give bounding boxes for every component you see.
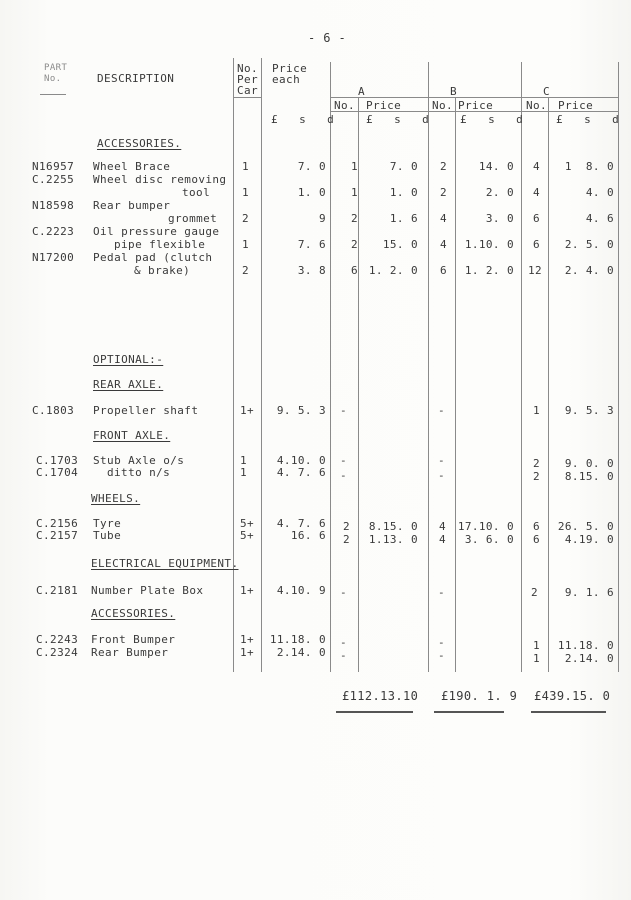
per-car: 1+ <box>240 646 255 659</box>
per-car: 1+ <box>240 633 255 646</box>
per-car: 5+ <box>240 517 255 530</box>
b-price: 1.10. 0 <box>464 238 514 251</box>
col-line-a-no <box>358 97 359 672</box>
header-part-no-1: PART <box>44 63 68 73</box>
price-each: 4. 7. 6 <box>276 517 326 530</box>
c-price: 9. 0. 0 <box>564 457 614 470</box>
part-number: C.2181 <box>36 584 79 597</box>
description: Rear bumper <box>93 199 171 212</box>
b-no: 4 <box>440 238 448 251</box>
header-c-no: No. <box>526 99 548 112</box>
header-no-per-car-3: Car <box>237 84 259 97</box>
b-price: 3. 0 <box>485 212 514 225</box>
a-price: 7. 0 <box>389 160 418 173</box>
part-number: C.2156 <box>36 517 79 530</box>
col-line-b <box>428 62 429 672</box>
c-price: 9. 5. 3 <box>564 404 614 417</box>
b-no: 4 <box>439 520 447 533</box>
header-rule-per <box>233 97 261 98</box>
c-no: 4 <box>533 186 541 199</box>
c-price: 4. 6 <box>585 212 614 225</box>
per-car: 1 <box>240 466 248 479</box>
price-each: 1. 0 <box>297 186 326 199</box>
c-price: 26. 5. 0 <box>557 520 614 533</box>
part-number: C.2324 <box>36 646 79 659</box>
section-wheels: WHEELS. <box>91 492 141 505</box>
header-no-per-car-2: Per <box>237 73 259 86</box>
header-part-no-2: No. <box>44 74 62 84</box>
b-dash: - <box>438 454 446 467</box>
part-number: C.2223 <box>32 225 75 238</box>
b-price: 17.10. 0 <box>457 520 514 533</box>
price-each: 4.10. 9 <box>276 584 326 597</box>
section-electrical: ELECTRICAL EQUIPMENT. <box>91 557 239 570</box>
header-group-a: A <box>358 85 366 98</box>
description: Rear Bumper <box>91 646 169 659</box>
c-price: 9. 1. 6 <box>564 586 614 599</box>
a-no: 1 <box>351 186 359 199</box>
c-no: 2 <box>531 586 539 599</box>
col-line-right <box>618 62 619 672</box>
header-price-each-1: Price <box>272 62 308 75</box>
c-no: 2 <box>533 457 541 470</box>
price-each: 16. 6 <box>290 529 326 542</box>
price-each: 9 <box>318 212 326 225</box>
header-description: DESCRIPTION <box>97 72 175 85</box>
c-price: 2. 4. 0 <box>564 264 614 277</box>
description: Stub Axle o/s <box>93 454 185 467</box>
part-number: N17200 <box>32 251 75 264</box>
header-rule-part <box>40 94 66 95</box>
header-c-price: Price <box>558 99 594 112</box>
a-dash: - <box>340 469 348 482</box>
per-car: 1 <box>242 160 250 173</box>
c-price: 2. 5. 0 <box>564 238 614 251</box>
b-price: 2. 0 <box>485 186 514 199</box>
header-price-each-2: each <box>272 73 301 86</box>
c-price: 8.15. 0 <box>564 470 614 483</box>
header-b-price: Price <box>458 99 494 112</box>
header-each-lsd: £ s d <box>271 113 335 126</box>
page-number: - 6 - <box>308 31 347 45</box>
header-a-price: Price <box>366 99 402 112</box>
a-price: 1.13. 0 <box>368 533 418 546</box>
a-no: 2 <box>343 520 351 533</box>
total-c: £439.15. 0 <box>534 689 611 703</box>
a-price: 1. 6 <box>389 212 418 225</box>
section-front-axle: FRONT AXLE. <box>93 429 171 442</box>
b-price: 1. 2. 0 <box>464 264 514 277</box>
c-no: 6 <box>533 238 541 251</box>
header-c-lsd: £ s d <box>556 113 620 126</box>
part-number: C.1704 <box>36 466 79 479</box>
a-price: 15. 0 <box>382 238 418 251</box>
price-each: 9. 5. 3 <box>276 404 326 417</box>
c-no: 6 <box>533 533 541 546</box>
description: Number Plate Box <box>91 584 204 597</box>
description: Pedal pad (clutch <box>93 251 213 264</box>
description: Propeller shaft <box>93 404 199 417</box>
price-each: 3. 8 <box>297 264 326 277</box>
c-price: 4. 0 <box>585 186 614 199</box>
price-each: 2.14. 0 <box>276 646 326 659</box>
per-car: 1 <box>242 238 250 251</box>
header-no-per-car-1: No. <box>237 62 259 75</box>
description: Front Bumper <box>91 633 176 646</box>
header-b-lsd: £ s d <box>460 113 524 126</box>
c-no: 6 <box>533 520 541 533</box>
col-line-c <box>521 62 522 672</box>
c-price: 1 8. 0 <box>564 160 614 173</box>
description: tool <box>182 186 211 199</box>
c-no: 4 <box>533 160 541 173</box>
col-line-b-no <box>455 97 456 672</box>
per-car: 2 <box>242 264 250 277</box>
per-car: 1 <box>242 186 250 199</box>
per-car: 5+ <box>240 529 255 542</box>
b-dash: - <box>438 649 446 662</box>
c-price: 11.18. 0 <box>557 639 614 652</box>
a-dash: - <box>340 404 348 417</box>
header-rule-groups <box>330 97 618 98</box>
part-number: C.1703 <box>36 454 79 467</box>
total-b-rule <box>434 711 504 713</box>
price-each: 11.18. 0 <box>269 633 326 646</box>
price-each: 4. 7. 6 <box>276 466 326 479</box>
a-no: 1 <box>351 160 359 173</box>
c-no: 2 <box>533 470 541 483</box>
section-accessories-optional: ACCESSORIES. <box>91 607 176 620</box>
b-no: 6 <box>440 264 448 277</box>
col-line-a <box>330 62 331 672</box>
c-no: 1 <box>533 652 541 665</box>
a-no: 2 <box>351 212 359 225</box>
c-no: 1 <box>533 404 541 417</box>
total-a-rule <box>336 711 413 713</box>
description: Tube <box>93 529 122 542</box>
part-number: C.2157 <box>36 529 79 542</box>
a-price: 1. 2. 0 <box>368 264 418 277</box>
section-rear-axle: REAR AXLE. <box>93 378 164 391</box>
per-car: 1+ <box>240 404 255 417</box>
header-a-lsd: £ s d <box>366 113 430 126</box>
a-dash: - <box>340 636 348 649</box>
part-number: C.2243 <box>36 633 79 646</box>
description: pipe flexible <box>114 238 206 251</box>
b-no: 2 <box>440 186 448 199</box>
b-no: 4 <box>440 212 448 225</box>
description: Wheel Brace <box>93 160 171 173</box>
c-no: 1 <box>533 639 541 652</box>
header-group-c: C <box>543 85 551 98</box>
a-no: 6 <box>351 264 359 277</box>
b-no: 2 <box>440 160 448 173</box>
a-price: 1. 0 <box>389 186 418 199</box>
description: Wheel disc removing <box>93 173 227 186</box>
price-each: 7. 0 <box>297 160 326 173</box>
part-number: C.2255 <box>32 173 75 186</box>
b-dash: - <box>438 636 446 649</box>
per-car: 1+ <box>240 584 255 597</box>
col-line-per <box>233 58 234 672</box>
c-price: 4.19. 0 <box>564 533 614 546</box>
header-a-no: No. <box>334 99 356 112</box>
description: Oil pressure gauge <box>93 225 220 238</box>
description: ditto n/s <box>107 466 171 479</box>
c-no: 12 <box>528 264 543 277</box>
c-price: 2.14. 0 <box>564 652 614 665</box>
a-no: 2 <box>351 238 359 251</box>
header-b-no: No. <box>432 99 454 112</box>
b-dash: - <box>438 586 446 599</box>
total-c-rule <box>531 711 606 713</box>
b-dash: - <box>438 404 446 417</box>
a-dash: - <box>340 454 348 467</box>
part-number: N16957 <box>32 160 75 173</box>
c-no: 6 <box>533 212 541 225</box>
b-no: 4 <box>439 533 447 546</box>
b-dash: - <box>438 469 446 482</box>
col-line-each <box>261 58 262 672</box>
description: grommet <box>168 212 218 225</box>
a-no: 2 <box>343 533 351 546</box>
per-car: 1 <box>240 454 248 467</box>
b-price: 14. 0 <box>478 160 514 173</box>
price-each: 4.10. 0 <box>276 454 326 467</box>
total-a: £112.13.10 <box>342 689 419 703</box>
a-dash: - <box>340 649 348 662</box>
description: & brake) <box>134 264 191 277</box>
per-car: 2 <box>242 212 250 225</box>
description: Tyre <box>93 517 122 530</box>
header-group-b: B <box>450 85 458 98</box>
part-number: N18598 <box>32 199 75 212</box>
total-b: £190. 1. 9 <box>441 689 518 703</box>
part-number: C.1803 <box>32 404 75 417</box>
section-accessories: ACCESSORIES. <box>97 137 182 150</box>
b-price: 3. 6. 0 <box>464 533 514 546</box>
a-price: 8.15. 0 <box>368 520 418 533</box>
section-optional: OPTIONAL:- <box>93 353 164 366</box>
a-dash: - <box>340 586 348 599</box>
price-each: 7. 6 <box>297 238 326 251</box>
col-line-c-no <box>548 97 549 672</box>
